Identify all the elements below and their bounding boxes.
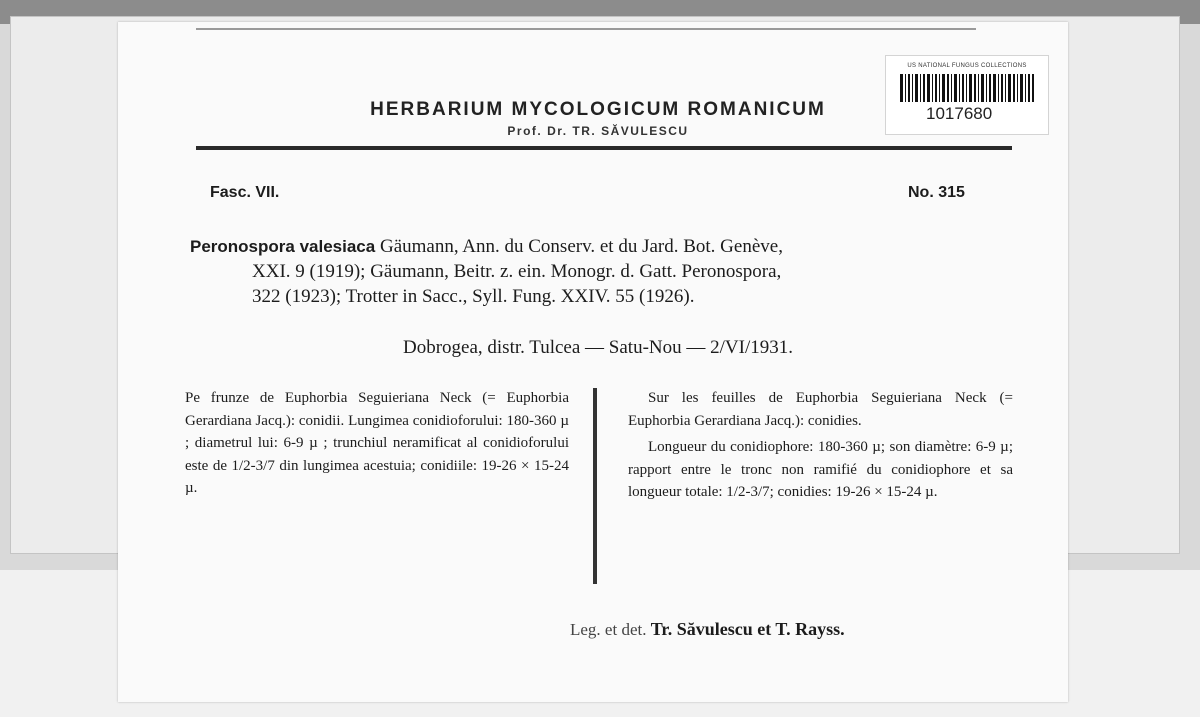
collectors-names: Tr. Săvulescu et T. Rayss. [650, 619, 845, 639]
barcode-institution: US NATIONAL FUNGUS COLLECTIONS [907, 63, 1027, 69]
barcode-number: 1017680 [926, 104, 993, 123]
top-rule [196, 28, 976, 30]
species-name: Peronospora valesiaca [190, 237, 376, 256]
barcode-icon [900, 74, 1034, 102]
locality: Dobrogea, distr. Tulcea — Satu-Nou — 2/VI/1931. [402, 337, 793, 358]
herbarium-title: HERBARIUM MYCOLOGICUM ROMANICUM [370, 99, 826, 120]
citation-line-2: XXI. 9 (1919); Gäumann, Beitr. z. ein. Monogr. d. Gatt. Peronospora, [252, 261, 782, 282]
description-french [628, 387, 1013, 504]
column-divider [593, 388, 597, 584]
collectors-prefix: Leg. et det. [570, 620, 647, 639]
collectors [570, 619, 845, 640]
taxon-citation [190, 234, 1030, 309]
fascicle-label: Fasc. VII. [210, 184, 280, 201]
description-romanian-text: Pe frunze de Euphorbia Seguieriana Neck (= Euphorbia Gerardiana Jacq.): conidii. Lungimea conidioforului: 180-360 µ ; diametrul lui: 6-9 µ ; trunchiul neramificat al conidioforului este de 1/2-3/7 din lungimea acestuia; conidiile: 19-26 × 15-24 µ. [185, 390, 569, 496]
description-french-text-1: Sur les feuilles de Euphorbia Seguieriana Neck (= Euphorbia Gerardiana Jacq.): conidies. [628, 390, 1013, 429]
header-rule [196, 146, 1012, 150]
specimen-number: No. 315 [908, 184, 965, 201]
barcode-sticker [885, 55, 1049, 135]
citation-line-3: 322 (1923); Trotter in Sacc., Syll. Fung. XXIV. 55 (1926). [252, 286, 695, 307]
citation-first-line [190, 234, 1030, 259]
citation-line-1: Gäumann, Ann. du Conserv. et du Jard. Bot. Genève, [379, 236, 783, 257]
description-french-text-2: Longueur du conidiophore: 180-360 µ; son diamètre: 6-9 µ; rapport entre le tronc non ramifié du conidiophore et sa longueur totale: 1/2-3/7; conidies: 19-26 × 15-24 µ. [628, 439, 1013, 500]
herbarium-director: Prof. Dr. TR. SĂVULESCU [507, 124, 689, 138]
description-romanian [185, 387, 569, 500]
